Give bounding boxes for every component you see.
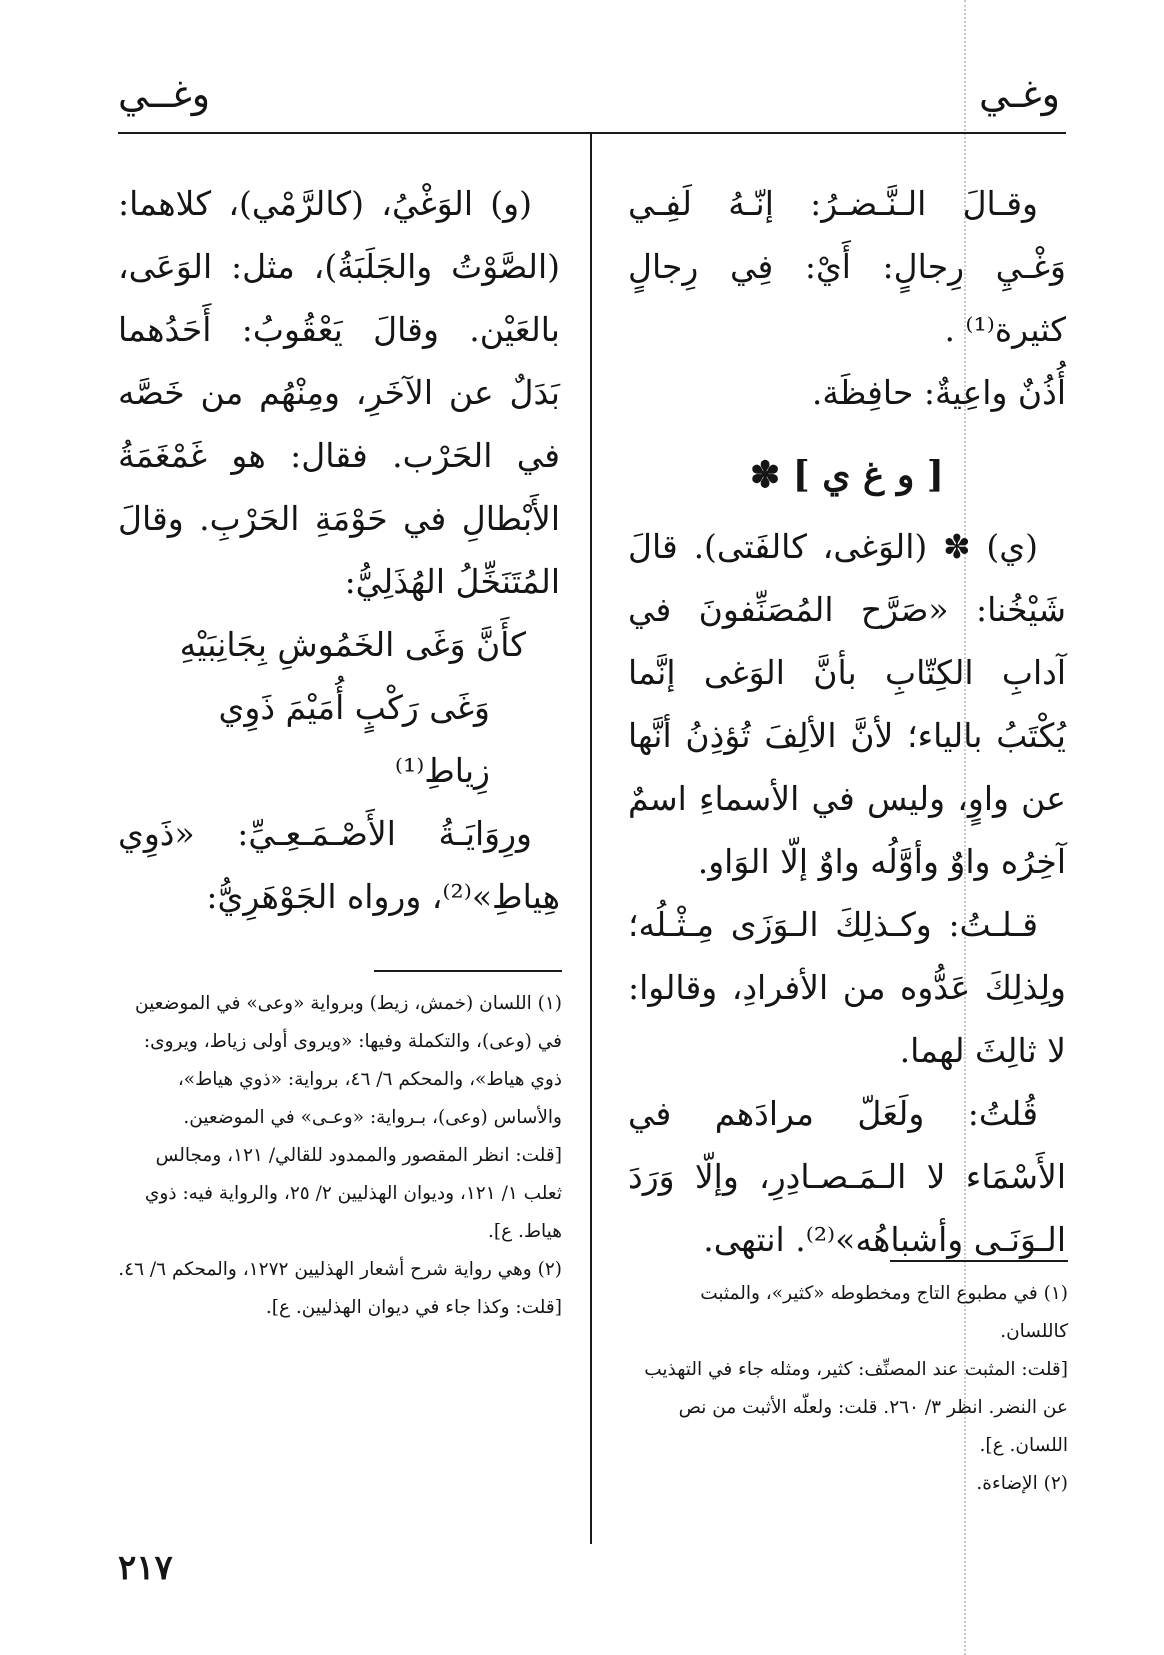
right-paragraph-4: قـلـتُ: وكـذلِكَ الـوَزَى مِـثْـلُه؛ ولِذلِكَ عَدُّوه من الأفرادِ، وقالوا: لا ثالِثَ لهما. xyxy=(628,905,1066,1070)
column-divider xyxy=(590,134,592,1544)
left-paragraph-2: ورِوَايَـةُ الأَصْـمَـعِـيِّ: «ذَوِي هِياطِ»⁽²⁾، ورواه الجَوْهَرِيُّ: xyxy=(118,814,560,916)
running-head-left: وغــي xyxy=(118,72,211,116)
verse-line-1: كأَنَّ وَغَى الخَمُوشِ بِجَانِبَيْهِ xyxy=(179,625,526,664)
footnote-left-1-note: [قلت: انظر المقصور والممدود للقالي/ ١٢١، ومجالس ثعلب ١/ ١٢١، وديوان الهذليين ٢/ ٢٥، والرواية فيه: ذوي هياط. ع]. xyxy=(144,1145,562,1242)
footnote-rule-left xyxy=(374,970,562,972)
footnote-right-1-note: [قلت: المثبت عند المصنِّف: كثير، ومثله جاء في التهذيب عن النضر. انظر ٣/ ٢٦٠. قلت: ولعلّه الأثبت من نص اللسان. ع]. xyxy=(644,1359,1068,1456)
running-head-right: وغـي xyxy=(978,72,1060,116)
header-rule xyxy=(118,132,1066,134)
left-column xyxy=(118,172,560,928)
right-paragraph-5: قُلتُ: ولَعَلّ مرادَهم في الأَسْمَاء لا الـمَـصـادِرِ، وإلّا وَرَدَ الـوَنَـى وأشباهُه»⁽²⁾. انتهى. xyxy=(628,1094,1066,1259)
footnotes-right xyxy=(628,1275,1068,1503)
footnote-right-1: (١) في مطبوع التاج ومخطوطه «كثير»، والمثبت كاللسان. xyxy=(700,1283,1068,1342)
right-paragraph-1: وقـالَ الـنَّـضـرُ: إنّـهُ لَفِـي وَغْـيِ رِجالٍ: أَيْ: فِي رِجالٍ كثيرة⁽¹⁾ . xyxy=(628,184,1066,349)
right-column xyxy=(628,172,1066,1271)
entry-heading: [ و غ ي ] ✽ xyxy=(750,454,944,496)
footnote-left-2-note: [قلت: وكذا جاء في ديوان الهذليين. ع]. xyxy=(265,1297,562,1318)
footnote-left-2: (٢) وهي رواية شرح أشعار الهذليين ١٢٧٢، والمحكم ٦/ ٤٦. xyxy=(118,1259,562,1280)
footnote-rule-right xyxy=(890,1260,1068,1262)
footnotes-left xyxy=(118,985,562,1327)
left-paragraph-1: (و) الوَغْيُ، (كالرَّمْي)، كلاهما: (الصَّوْتُ والجَلَبَةُ)، مثل: الوَعَى، بالعَيْن. وقالَ يَعْقُوبُ: أَحَدُهما بَدَلٌ عن الآخَرِ، ومِنْهُم من خَصَّه في الحَرْب. فقال: هو غَمْغَمَةُ الأَبْطالِ في حَوْمَةِ الحَرْبِ. وقالَ المُتَنَخِّلُ الهُذَلِيُّ: xyxy=(118,184,560,601)
right-paragraph-3: (ي) ✽ (الوَغى، كالفَتى). قالَ شَيْخُنا: «صَرَّح المُصَنِّفونَ في آدابِ الكِتّابِ بأنَّ الوَغى إنَّما يُكْتَبُ بالياء؛ لأنَّ الألِفَ تُؤذِنُ أنَّها عن واوٍ، وليس في الأسماءِ اسمٌ آخِرُه واوٌ وأوَّلُه واوٌ إلّا الوَاو. xyxy=(628,527,1066,881)
footnote-left-1: (١) اللسان (خمش، زيط) وبرواية «وعى» في الموضعين في (وعى)، والتكملة وفيها: «ويروى أولى زياط، ويروى: ذوي هياط»، والمحكم ٦/ ٤٦، برواية: «ذوي هياط»، والأساس (وعى)، بـرواية: «وعـى» في الموضعين. xyxy=(135,993,562,1128)
verse-line-2: وَغَى رَكْبٍ أُمَيْمَ ذَوِي زِياطِ⁽¹⁾ xyxy=(218,688,490,790)
footnote-right-2: (٢) الإضاءة. xyxy=(976,1473,1068,1494)
right-paragraph-2: أُذُنٌ واعِيةٌ: حافِظَة. xyxy=(811,373,1066,412)
page-number: ٢١٧ xyxy=(118,1548,173,1588)
